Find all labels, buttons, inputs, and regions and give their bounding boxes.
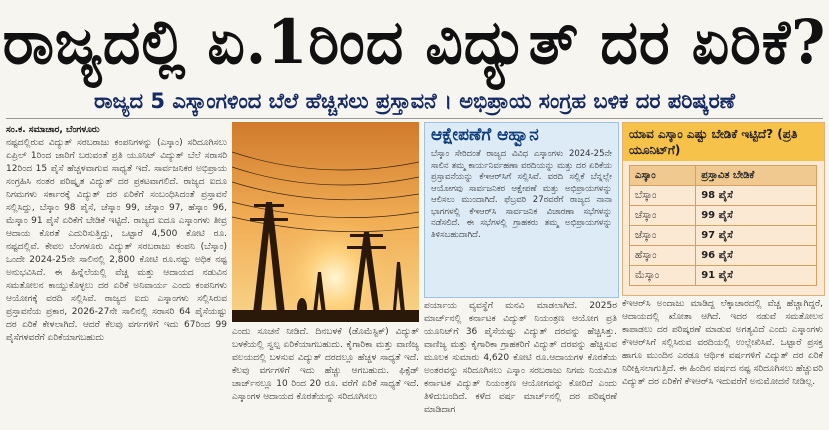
escom-demand-table-box: [622, 122, 825, 296]
table-header: ಎಸ್ಕಾಂ: [630, 166, 696, 186]
article-paragraph: ಪರ್ಯಾಯ ವ್ಯವಸ್ಥೆಗೆ ಮನವಿ ಮಾಡಲಾಗಿದೆ. 2025ರ ಮಾರ್ಚ್‌ನಲ್ಲಿ ಕರ್ನಾಟಕ ವಿದ್ಯುತ್ ನಿಯಂತ್ರಣ ಆಯೋಗ ಪ್ರತಿ ಯೂನಿಟ್‌ಗೆ 36 ಪೈಸೆಯಷ್ಟು ವಿದ್ಯುತ್ ದರವನ್ನು ಹೆಚ್ಚಿಸಿತ್ತು. ವಾಣಿಜ್ಯ ಮತ್ತು ಕೈಗಾರಿಕಾ ಗ್ರಾಹಕರಿಗೆ ವಿದ್ಯುತ್ ದರವನ್ನು ಹೆಚ್ಚಿಸುವ ಮೂಲಕ ಸುಮಾರು 4,620 ಕೋಟಿ ರೂ.ಆದಾಯಗಳ ಕೊರತೆಯ ಅಂತರವನ್ನು ಸರಿದೂಗಿಸಲು ಎಸ್ಕಾಂ ಸರಬರಾಜು ನಿಗಮ ನಿಯಮಿತ ಕರ್ನಾಟಕ ವಿದ್ಯುತ್ ನಿಯಂತ್ರಣ ಆಯೋಗವನ್ನು ಕೋರಿದೆ ಎಂದು ತಿಳಿದುಬಂದಿದೆ. ಕಳೆದ ವರ್ಷ ಮಾರ್ಚ್‌ನಲ್ಲಿ ದರ ಪರಿಷ್ಕರಣೆ ಮಾಡಿದಾಗ: [424, 301, 617, 415]
headline: [0, 0, 829, 84]
article-column-1: [6, 124, 227, 426]
box-title: ಆಕ್ಷೇಪಣೆಗೆ ಆಹ್ವಾನ: [431, 125, 539, 145]
escom-name: ಚೆಸ್ಕಾಂ: [630, 206, 696, 226]
subhead-text: ರಾಜ್ಯದ 5 ಎಸ್ಕಾಂಗಳಿಂದ ಬೆಲೆ ಹೆಚ್ಚಿಸಲು ಪ್ರಸ್ತಾವನೆ । ಅಭಿಪ್ರಾಯ ಸಂಗ್ರಹ ಬಳಿಕ ದರ ಪರಿಷ್ಕರಣೆ: [93, 88, 735, 113]
demand-value: 99 ಪೈಸೆ: [696, 206, 817, 226]
objection-invite-box: [424, 122, 619, 298]
demand-value: 98 ಪೈಸೆ: [696, 186, 817, 206]
transmission-tower-image: [232, 122, 419, 322]
headline-text: ರಾಜ್ಯದಲ್ಲಿ ಏ.1ರಿಂದ ವಿದ್ಯುತ್ ದರ ಏರಿಕೆ?: [2, 5, 827, 78]
table-row: [630, 206, 817, 226]
table-row: [630, 266, 817, 286]
article-column-3: [424, 300, 617, 426]
box-body: ಬೆಸ್ಕಾಂ ಸೇರಿದಂತೆ ರಾಜ್ಯದ ವಿವಿಧ ಎಸ್ಕಾಂಗಳು 2024-25ನೇ ಸಾಲಿನ ತಮ್ಮ ಕಾರ್ಯನಿರ್ವಹಣಾ ವರದಿಯನ್ನು ಮತ್ತು ದರ ಏರಿಕೆಯ ಪ್ರಸ್ತಾವನೆಯನ್ನು ಕೆಇಆರ್‌ಸಿಗೆ ಸಲ್ಲಿಸಿವೆ. ವರದಿ ಸಲ್ಲಿಕೆ ಬೆನ್ನಲ್ಲೇ ಆಯೋಗವು ಸಾರ್ವಜನಿಕರ ಆಕ್ಷೇಪಣೆ ಮತ್ತು ಅಭಿಪ್ರಾಯಗಳನ್ನು ಆಲಿಸಲು ಮುಂದಾಗಿದೆ. ಫೆಬ್ರವರಿ 27ರವರೆಗೆ ರಾಜ್ಯದ ನಾನಾ ಭಾಗಗಳಲ್ಲಿ ಕೆಇಆರ್‌ಸಿ ಸಾರ್ವಜನಿಕ ವಿಚಾರಣಾ ಸಭೆಗಳನ್ನು ನಡೆಸಲಿದೆ. ಈ ಸಭೆಗಳಲ್ಲಿ ಗ್ರಾಹಕರು ತಮ್ಮ ಅಭಿಪ್ರಾಯಗಳನ್ನು ತಿಳಿಸಬಹುದಾಗಿದೆ.: [431, 149, 612, 240]
table-row: [630, 246, 817, 266]
subhead: [0, 86, 829, 116]
article-paragraph: ನಷ್ಟದಲ್ಲಿರುವ ವಿದ್ಯುತ್ ಸರಬರಾಜು ಕಂಪನಿಗಳನ್ನು (ಎಸ್ಕಾಂ) ಸರಿದೂಗಿಸಲು ಏಪ್ರಿಲ್ 1ರಿಂದ ಜಾರಿಗೆ ಬರುವಂತೆ ಪ್ರತಿ ಯೂನಿಟ್ ವಿದ್ಯುತ್ ಬೆಲೆ ಸರಾಸರಿ 12ರಿಂದ 15 ಪೈಸೆ ಹೆಚ್ಚಳವಾಗುವ ಸಾಧ್ಯತೆ ಇದೆ. ಸಾರ್ವಜನಿಕರ ಅಭಿಪ್ರಾಯ ಸಂಗ್ರಹಿಸಿ ನಂತರ ಪರಿಷ್ಕೃತ ವಿದ್ಯುತ್ ದರ ಪ್ರಕಟವಾಗಲಿದೆ. ರಾಜ್ಯದ ಐದೂ ನಿಗಮಗಳು ಸರ್ಕಾರಕ್ಕೆ ವಿದ್ಯುತ್ ದರ ಏರಿಕೆಗೆ ಸಂಬಂಧಿಸಿದಂತೆ ಪ್ರಸ್ತಾವನೆ ಸಲ್ಲಿಸಿದ್ದು, ಬೆಸ್ಕಾಂ 98 ಪೈಸೆ, ಚೆಸ್ಕಾಂ 99, ಜೆಸ್ಕಾಂ 97, ಹೆಸ್ಕಾಂ 96, ಮೆಸ್ಕಾಂ 91 ಪೈಸೆ ಏರಿಕೆಗೆ ಬೇಡಿಕೆ ಇಟ್ಟಿದೆ. ರಾಜ್ಯದ ಐದೂ ಎಸ್ಕಾಂಗಳು ತೀವ್ರ ಆದಾಯ ಕೊರತೆ ಎದುರಿಸುತ್ತಿದ್ದು, ಒಟ್ಟಾರೆ 4,500 ಕೋಟಿ ರೂ. ನಷ್ಟದಲ್ಲಿವೆ. ಕೇವಲ ಬೆಂಗಳೂರು ವಿದ್ಯುತ್ ಸರಬರಾಜು ಕಂಪನಿ (ಬೆಸ್ಕಾಂ) ಒಂದೇ 2024-25ನೇ ಸಾಲಿನಲ್ಲಿ 2,800 ಕೋಟಿ ರೂ.ನಷ್ಟು ಅಧಿಕ ನಷ್ಟ ಅನುಭವಿಸಿದೆ. ಈ ಹಿನ್ನೆಲೆಯಲ್ಲಿ ವೆಚ್ಚ ಮತ್ತು ಆದಾಯದ ನಡುವಿನ ಸಮತೋಲನ ಕಾಯ್ದುಕೊಳ್ಳಲು ದರ ಏರಿಕೆ ಅನಿವಾರ್ಯ ಎಂದು ಕಂಪನಿಗಳು ಆಯೋಗಕ್ಕೆ ವರದಿ ಸಲ್ಲಿಸಿವೆ. ರಾಜ್ಯದ ಐದು ಎಸ್ಕಾಂಗಳು ಸಲ್ಲಿಸಿರುವ ಪ್ರಸ್ತಾವನೆಯ ಪ್ರಕಾರ, 2026-27ನೇ ಸಾಲಿನಲ್ಲಿ ಸರಾಸರಿ 64 ಪೈಸೆಯಷ್ಟು ದರ ಏರಿಕೆ ಕೇಳಲಾಗಿದೆ. ಆದರೆ ಕೆಲವು ವರ್ಗಗಳಿಗೆ ಇದು 67ರಿಂದ 99 ಪೈಸೆಗಳವರೆಗೆ ಏರಿಕೆಯಾಗಬಹುದು: [6, 138, 227, 343]
table-title: ಯಾವ ಎಸ್ಕಾಂ ಎಷ್ಟು ಬೇಡಿಕೆ ಇಟ್ಟಿದೆ? (ಪ್ರತಿ ಯೂನಿಟ್‌ಗೆ): [623, 123, 824, 161]
table-header: ಪ್ರಸ್ತಾವಿತ ಬೇಡಿಕೆ: [696, 166, 817, 186]
article-paragraph: ಎಂದು ಸೂಚನೆ ನೀಡಿದೆ. ದಿನಬಳಕೆ (ಡೊಮೆಸ್ಟಿಕ್) ವಿದ್ಯುತ್ ಬಳಕೆಯಲ್ಲಿ ಸ್ವಲ್ಪ ಏರಿಕೆಯಾಗಬಹುದು. ಕೈಗಾರಿಕಾ ಮತ್ತು ವಾಣಿಜ್ಯ ವಲಯದಲ್ಲಿ ಬಳಸುವ ವಿದ್ಯುತ್ ದರದಲ್ಲೂ ಹೆಚ್ಚಳ ಸಾಧ್ಯತೆ ಇದೆ. ಕೆಲವು ವರ್ಗಗಳಿಗೆ ಇದು ಹೆಚ್ಚು ಆಗಬಹುದು. ಫಿಕ್ಸೆಡ್ ಚಾರ್ಜ್‌ನಲ್ಲೂ 10 ರಿಂದ 20 ರೂ. ವರೆಗೆ ಏರಿಕೆ ಸಾಧ್ಯತೆ ಇದೆ. ಎಸ್ಕಾಂಗಳ ಆದಾಯದ ಕೊರತೆಯನ್ನು ಸರಿದೂಗಿಸಲು: [232, 327, 419, 402]
divider-rule: [6, 118, 823, 119]
escom-name: ಬೆಸ್ಕಾಂ: [630, 186, 696, 206]
escom-name: ಜೆಸ್ಕಾಂ: [630, 226, 696, 246]
table-row: [630, 226, 817, 246]
table-row: [630, 186, 817, 206]
escom-name: ಹೆಸ್ಕಾಂ: [630, 246, 696, 266]
demand-value: 96 ಪೈಸೆ: [696, 246, 817, 266]
demand-value: 91 ಪೈಸೆ: [696, 266, 817, 286]
table-header-row: [630, 166, 817, 186]
article-column-2: [232, 326, 419, 426]
demand-value: 97 ಪೈಸೆ: [696, 226, 817, 246]
escom-demand-table: [629, 165, 817, 286]
article-paragraph: ಕೆಇಆರ್‌ಸಿ ಅಂದಾಜು ಮಾಡಿದ್ದ ಲೆಕ್ಕಾಚಾರದಲ್ಲಿ ವೆಚ್ಚ ಹೆಚ್ಚಾಗಿದ್ದರೆ, ಆದಾಯದಲ್ಲಿ ಖೋತಾ ಆಗಿದೆ. ಇದರ ನಡುವೆ ಸಮತೋಲನ ಕಾಪಾಡಲು ದರ ಪರಿಷ್ಕರಣೆ ಮಾಡುವ ಅಗತ್ಯವಿದೆ ಎಂದು ಎಸ್ಕಾಂಗಳು ಕೆಇಆರ್‌ಸಿಗೆ ಸಲ್ಲಿಸಿರುವ ವರದಿಯಲ್ಲಿ ಉಲ್ಲೇಖಿಸಿವೆ. ಒಟ್ಟಾರೆ ಪ್ರಸಕ್ತ ಹಾಗೂ ಮುಂದಿನ ಎರಡೂ ಆರ್ಥಿಕ ವರ್ಷಗಳಿಗೆ ವಿದ್ಯುತ್ ದರ ಏರಿಕೆ ನಿರೀಕ್ಷಿಸಲಾಗುತ್ತಿದೆ. ಈ ಹಿಂದಿನ ವರ್ಷದ ನಷ್ಟ ಸರಿದೂಗಿಸಲು ಹೆಚ್ಚುವರಿ ವಿದ್ಯುತ್ ದರ ಏರಿಕೆಗೆ ಕೆಇಆರ್‌ಸಿ ಇದುವರೆಗೆ ಅನುಮೋದನೆ ನೀಡಿಲ್ಲ.: [622, 299, 823, 387]
byline: ಸಂ.ಕ. ಸಮಾಚಾರ, ಬೆಂಗಳೂರು: [6, 125, 100, 135]
power-lines-photo: [232, 122, 419, 322]
article-column-4: [622, 298, 823, 426]
escom-name: ಮೆಸ್ಕಾಂ: [630, 266, 696, 286]
